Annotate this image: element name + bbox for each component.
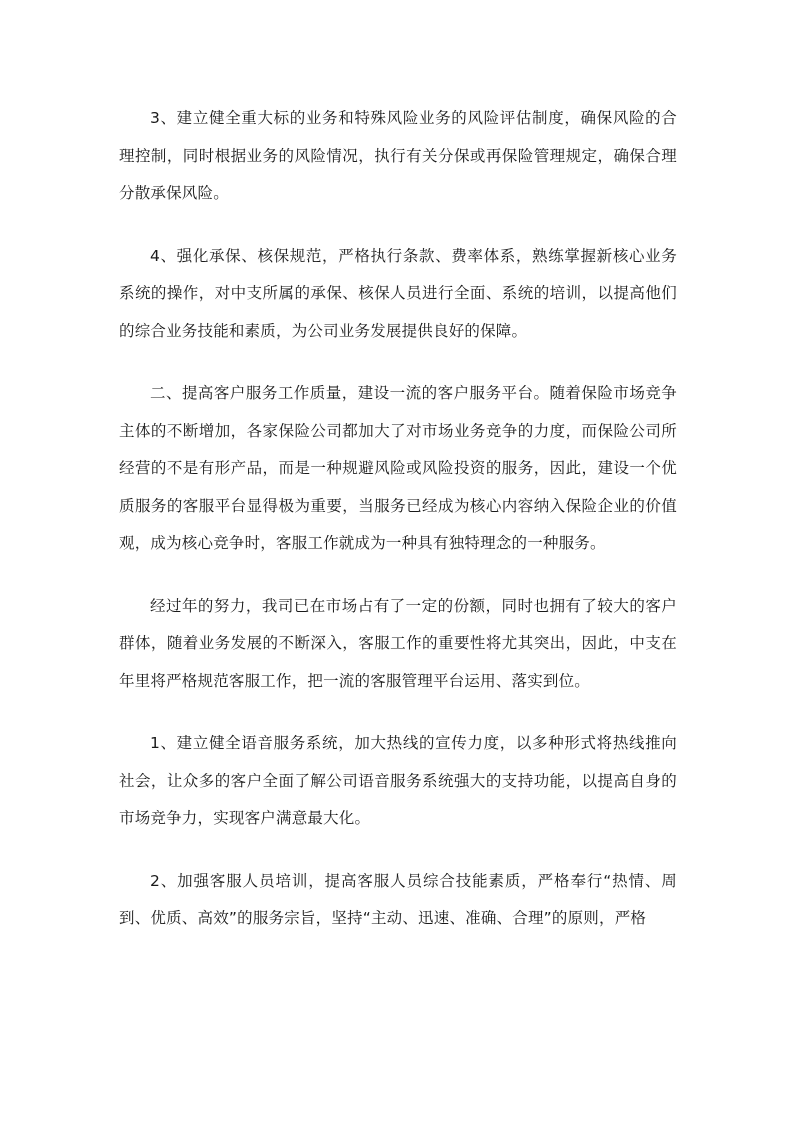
paragraph-market-share: 经过年的努力，我司已在市场占有了一定的份额，同时也拥有了较大的客户群体，随着业务发展的不断深入，客服工作的重要性将尤其突出，因此，中支在年里将严格规范客服工作，把一流的客服管理平台运用、落实到位。 (119, 596, 677, 690)
paragraph-customer-service-quality: 二、提高客户服务工作质量，建设一流的客户服务平台。随着保险市场竞争主体的不断增加，各家保险公司都加大了对市场业务竞争的力度，而保险公司所经营的不是有形产品，而是一种规避风险或风险投资的服务，因此，建设一个优质服务的客服平台显得极为重要，当服务已经成为核心内容纳入保险企业的价值观，成为核心竞争时，客服工作就成为一种具有独特理念的一种服务。 (119, 384, 677, 552)
document-page (119, 100, 677, 963)
paragraph-staff-training: 2、加强客服人员培训，提高客服人员综合技能素质，严格奉行“热情、周到、优质、高效”的服务宗旨，坚持“主动、迅速、准确、合理”的原则，严格 (119, 871, 677, 927)
paragraph-voice-service-system: 1、建立健全语音服务系统，加大热线的宣传力度，以多种形式将热线推向社会，让众多的客户全面了解公司语音服务系统强大的支持功能，以提高自身的市场竞争力，实现客户满意最大化。 (119, 734, 677, 827)
paragraph-underwriting-risk-assessment: 3、建立健全重大标的业务和特殊风险业务的风险评估制度，确保风险的合理控制，同时根据业务的风险情况，执行有关分保或再保险管理规定，确保合理分散承保风险。 (119, 109, 677, 202)
paragraph-underwriting-standards: 4、强化承保、核保规范，严格执行条款、费率体系，熟练掌握新核心业务系统的操作，对中支所属的承保、核保人员进行全面、系统的培训，以提高他们的综合业务技能和素质，为公司业务发展提供良好的保障。 (119, 246, 677, 340)
